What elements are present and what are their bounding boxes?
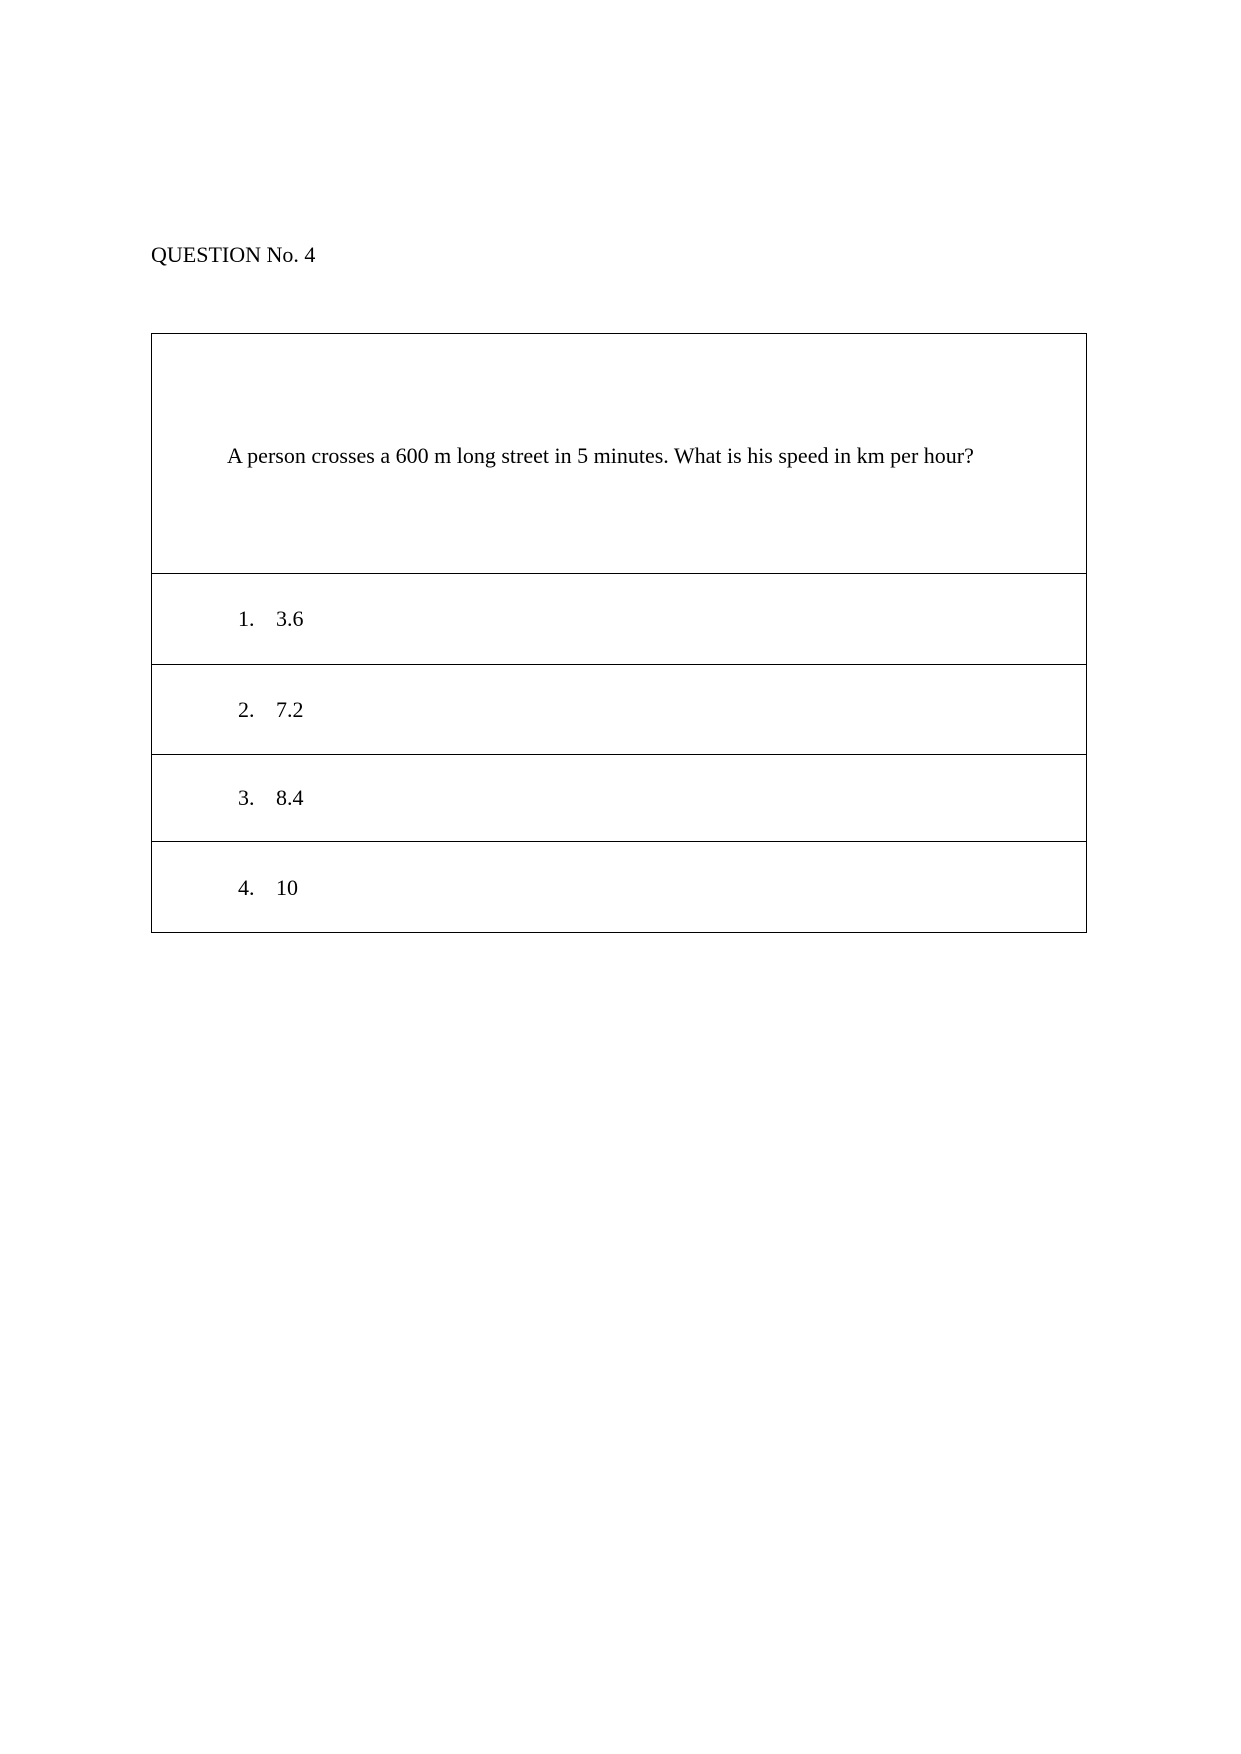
question-text: A person crosses a 600 m long street in 5 minutes. What is his speed in km per hour? bbox=[227, 443, 974, 468]
option-row-4 bbox=[152, 842, 1086, 932]
option-number: 3. bbox=[238, 785, 255, 810]
option-value: 8.4 bbox=[276, 785, 304, 810]
option-row-1 bbox=[152, 574, 1086, 665]
question-heading: QUESTION No. 4 bbox=[151, 242, 316, 267]
option-value: 3.6 bbox=[276, 606, 304, 631]
option-value: 7.2 bbox=[276, 697, 304, 722]
option-number: 4. bbox=[238, 875, 255, 900]
option-number: 1. bbox=[238, 606, 255, 631]
option-row-2 bbox=[152, 665, 1086, 755]
question-table bbox=[151, 333, 1087, 933]
option-row-3 bbox=[152, 755, 1086, 842]
option-value: 10 bbox=[276, 875, 298, 900]
question-cell bbox=[152, 334, 1086, 574]
option-number: 2. bbox=[238, 697, 255, 722]
